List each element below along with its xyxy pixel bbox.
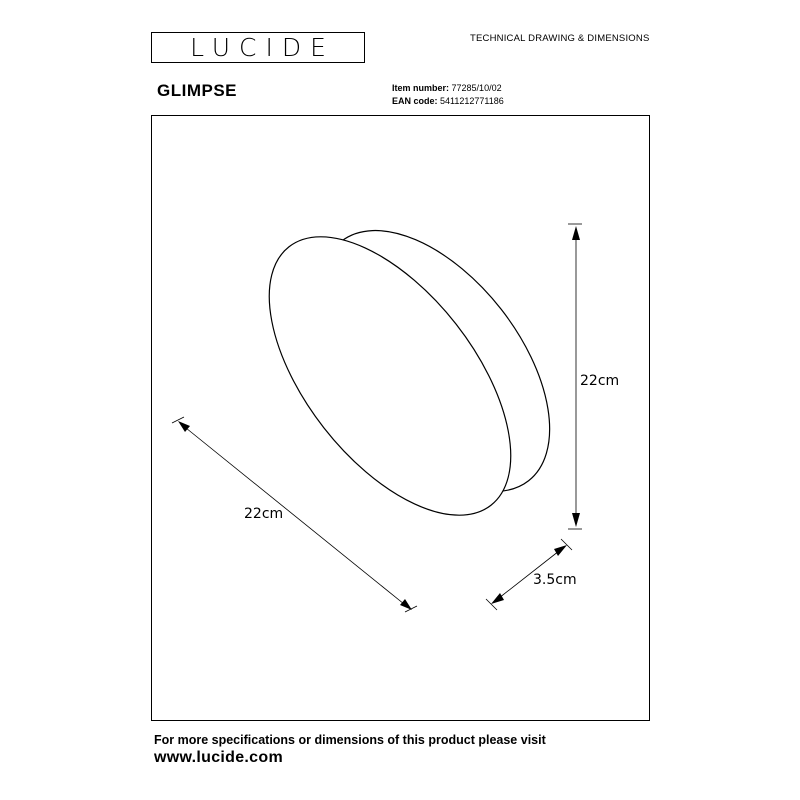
ean-label: EAN code: <box>392 96 438 106</box>
item-number-label: Item number: <box>392 83 450 93</box>
item-number-value: 77285/10/02 <box>451 83 502 93</box>
document-type: TECHNICAL DRAWING & DIMENSIONS <box>470 33 650 44</box>
diameter-dimension-label: 22cm <box>244 506 284 522</box>
ean-value: 5411212771186 <box>440 96 504 106</box>
depth-dimension-label: 3.5cm <box>533 572 577 588</box>
footer-info-text: For more specifications or dimensions of this product please visit <box>154 733 546 747</box>
height-dimension-label: 22cm <box>580 373 620 389</box>
brand-logo-text: LUCIDE <box>190 33 335 62</box>
website-link[interactable]: www.lucide.com <box>154 749 283 766</box>
lamp-front-disc <box>223 195 557 557</box>
product-name: GLIMPSE <box>157 81 238 100</box>
